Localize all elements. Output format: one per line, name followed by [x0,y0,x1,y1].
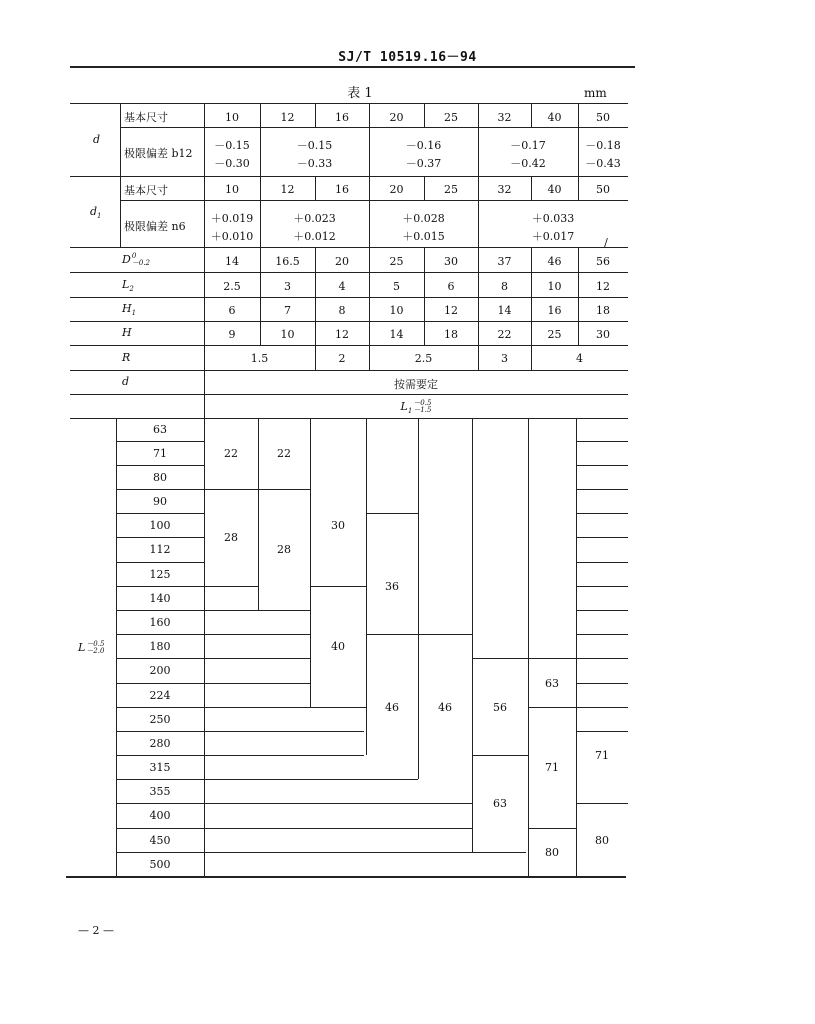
length-80: 80 [153,471,167,484]
L1-header: $L_1$ －0.5 －1.5 [400,399,432,416]
l1-d40-c: 80 [545,846,559,859]
l1-d50-a: 71 [595,749,609,762]
l1-d16-a: 30 [331,519,345,532]
d-basic-25: 25 [444,111,458,124]
H-value-12: 10 [280,328,295,341]
l1-d12-a: 22 [277,447,291,460]
d1-symbol: $d_1$ [90,205,102,221]
H-value-20: 14 [389,328,404,341]
H1-value-25: 12 [444,304,458,317]
length-63: 63 [153,423,167,436]
l1-d10-b: 28 [224,531,238,544]
page-number: — 2 — [78,924,114,937]
L2-value-32: 8 [501,280,508,293]
d-tol-lower-2: －0.33 [296,157,333,170]
d-symbol: d [93,133,101,146]
d1-tol-lower-1: ＋0.010 [210,230,254,243]
l1-d32-b: 63 [493,797,507,810]
R-value-3: 2.5 [414,352,433,365]
length-400: 400 [149,809,171,822]
unit-label: mm [584,86,607,100]
length-125: 125 [149,568,171,581]
d1-basic-20: 20 [389,183,404,196]
length-500: 500 [149,858,171,871]
l1-d25-a: 46 [438,701,452,714]
H1-value-40: 16 [547,304,562,317]
length-180: 180 [149,640,171,653]
l1-d32-a: 56 [493,701,507,714]
H-value-10: 9 [228,328,236,341]
D-value-16: 20 [335,255,349,268]
H1-value-32: 14 [497,304,512,317]
d1-tol-lower-4: ＋0.017 [531,230,575,243]
d-tol-lower-3: －0.37 [405,157,442,170]
l1-d20-b: 46 [385,701,399,714]
l1-d20-a: 36 [385,580,399,593]
L2-value-16: 4 [338,280,346,293]
L2-value-12: 3 [284,280,291,293]
d-free-symbol: d [122,375,130,388]
R-value-4: 3 [501,352,508,365]
length-71: 71 [153,447,167,460]
document-header: SJ/T 10519.16－94 [338,50,477,65]
H1-value-50: 18 [596,304,610,317]
d1-basic-25: 25 [444,183,458,196]
d-basic-40: 40 [547,111,562,124]
R-value-2: 2 [338,352,346,365]
R-value-1: 1.5 [250,352,269,365]
d-basic-16: 16 [335,111,349,124]
length-200: 200 [149,664,171,677]
H-value-25: 18 [444,328,458,341]
L2-value-20: 5 [393,280,400,293]
D-value-20: 25 [389,255,404,268]
l1-d40-a: 63 [545,677,559,690]
H-value-16: 12 [335,328,349,341]
d1-tol-lower-2: ＋0.012 [293,230,336,243]
H1-value-16: 8 [338,304,346,317]
d1-basic-12: 12 [280,183,295,196]
d1-basic-16: 16 [335,183,349,196]
D-value-12: 16.5 [275,255,300,268]
d-tol-upper-4: －0.17 [510,139,546,152]
L-symbol: L －0.5 －2.0 [78,640,105,655]
l1-d16-b: 40 [331,640,345,653]
d-basic-size-label: 基本尺寸 [124,111,168,124]
d-tol-lower-1: －0.30 [214,157,250,170]
d1-basic-40: 40 [547,183,562,196]
d1-tol-upper-3: ＋0.028 [402,212,445,225]
d1-basic-10: 10 [225,183,239,196]
l1-d50-b: 80 [595,834,609,847]
L2-value-25: 6 [447,280,455,293]
d1-basic-50: 50 [596,183,610,196]
d1-tolerance-label: 极限偏差 n6 [124,220,186,233]
l1-d40-b: 71 [545,761,559,774]
H-value-50: 30 [596,328,610,341]
header-rule [70,66,635,68]
D-value-10: 14 [225,255,239,268]
d1-mark: / [604,236,608,249]
d-basic-50: 50 [596,111,610,124]
d1-basic-size-label: 基本尺寸 [124,184,168,197]
l1-d10-a: 22 [224,447,238,460]
length-90: 90 [153,495,167,508]
d1-basic-32: 32 [497,183,512,196]
d-tol-upper-2: －0.15 [296,139,333,152]
d-tol-upper-5: －0.18 [585,139,621,152]
d-basic-20: 20 [389,111,404,124]
d1-tol-upper-4: ＋0.033 [531,212,575,225]
length-355: 355 [149,785,171,798]
length-315: 315 [149,761,171,774]
d-tol-upper-1: －0.15 [214,139,250,152]
length-224: 224 [149,689,171,702]
d-tol-upper-3: －0.16 [405,139,442,152]
table-title: 表 1 [347,86,373,101]
d1-tol-lower-3: ＋0.015 [402,230,445,243]
D-symbol: D 0 －0.2 [122,252,150,267]
length-450: 450 [149,834,171,847]
d-tolerance-label: 极限偏差 b12 [124,147,193,160]
d-basic-10: 10 [225,111,239,124]
d-tol-lower-4: －0.42 [510,157,546,170]
d-tol-lower-5: －0.43 [585,157,621,170]
length-112: 112 [149,543,171,556]
length-140: 140 [149,592,171,605]
D-value-32: 37 [497,255,512,268]
length-250: 250 [149,713,171,726]
H-symbol: H [122,326,132,339]
d-basic-12: 12 [280,111,295,124]
d-free-value: 按需要定 [394,378,438,391]
H1-value-20: 10 [389,304,404,317]
H1-value-10: 6 [228,304,236,317]
R-value-5: 4 [576,352,583,365]
d1-tol-upper-1: ＋0.019 [210,212,254,225]
length-280: 280 [149,737,171,750]
H-value-40: 25 [547,328,562,341]
L2-value-40: 10 [547,280,562,293]
D-value-40: 46 [547,255,562,268]
L2-symbol: $L_2$ [122,278,134,294]
length-100: 100 [149,519,171,532]
length-160: 160 [149,616,171,629]
l1-d12-b: 28 [277,543,291,556]
L2-value-50: 12 [596,280,610,293]
D-value-50: 56 [596,255,610,268]
H1-symbol: $H_1$ [122,302,137,318]
d-basic-32: 32 [497,111,512,124]
D-value-25: 30 [444,255,458,268]
H1-value-12: 7 [284,304,291,317]
d1-tol-upper-2: ＋0.023 [293,212,336,225]
L2-value-10: 2.5 [223,280,241,293]
R-symbol: R [122,351,131,364]
H-value-32: 22 [497,328,512,341]
